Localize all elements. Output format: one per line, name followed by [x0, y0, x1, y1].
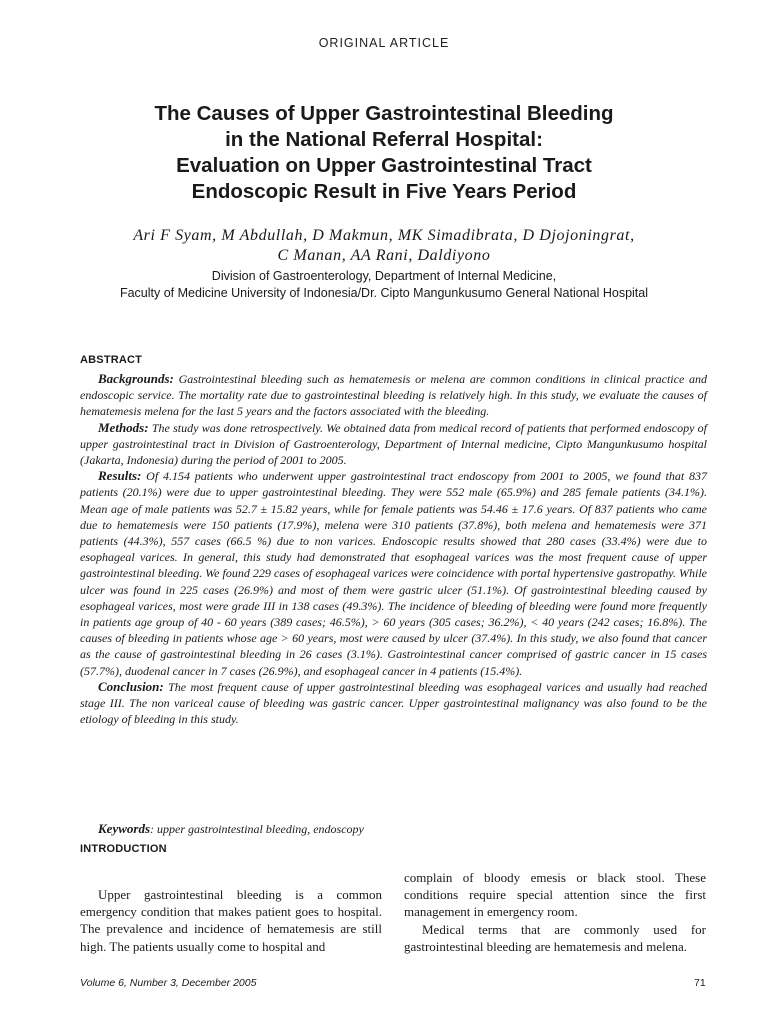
introduction-heading: INTRODUCTION — [80, 843, 167, 855]
backgrounds-label: Backgrounds: — [98, 371, 174, 386]
introduction-paragraph: complain of bloody emesis or black stool. These conditions require special attention since the first management in emergency room. — [404, 870, 706, 920]
abstract-results — [80, 468, 707, 679]
article-title — [60, 101, 708, 205]
introduction-paragraph: Upper gastrointestinal bleeding is a common emergency condition that makes patient goes to hospital. The prevalence and incidence of hematemesis are still high. The patients usually come to hospital and — [80, 887, 382, 954]
backgrounds-text: Gastrointestinal bleeding such as hematemesis or melena are common conditions in clinical practice and endoscopic service. The mortality rate due to gastrointestinal bleeding is relatively high. In this study, we evaluate the causes of hematemesis melena for the last 5 years and the factors associated with the bleeding. — [80, 372, 707, 419]
keywords-label: Keywords — [98, 821, 150, 836]
author-line: C Manan, AA Rani, Daldiyono — [277, 247, 491, 264]
introduction-paragraph: Medical terms that are commonly used for gastrointestinal bleeding are hematemesis and melena. — [404, 921, 706, 954]
conclusion-label: Conclusion: — [98, 678, 164, 694]
abstract-body — [80, 371, 707, 727]
affiliation — [20, 268, 748, 302]
page-number: 71 — [694, 977, 706, 989]
introduction-right-column — [404, 869, 706, 955]
title-line: in the National Referral Hospital: — [225, 128, 543, 151]
results-text: Of 4.154 patients who underwent upper gastrointestinal tract endoscopy from 2001 to 2005, we found that 837 patients (20.1%) were due to upper gastrointestinal bleeding. They were 552 male (65.9%) and 285 female patients (34.1%). Mean age of male patients was 52.7 ± 15.82 years, while for female patients was 54.46 ± 17.6 years. Of 837 patients who came due to hematemesis were 150 patients (17.9%), melena were 310 patients (37.8%), both melena and hematemesis were 371 patients (44.3%), 557 cases (66.5 %) due to non varices. Endoscopic results showed that 280 cases (33.4%) were due to esophageal varices. In general, this study had demonstrated that esophageal varices was the most frequent cause of upper gastrointestinal bleeding. We found 229 cases of esophageal varices were coincidence with portal hypertensive gastropathy. While ulcer was found in 225 cases (26.9%) and most of them were gastric ulcer (51.1%). Of gastrointestinal bleeding caused by esophageal varices, most were grade III in 138 cases (49.3%). The incidence of bleeding of bleeding were found more frequently in patients age group of 40 - 60 years (389 cases; 46.5%), > 60 years (305 cases; 36.2%), < 40 years (242 cases; 16.8%). The causes of bleeding in patients whose age > 60 years, most were caused by ulcer (37.4%). In this study, we also found that cancer as the cause of gastrointestinal bleeding in 26 cases (3.1%). Gastrointestinal cancer comprised of gastric cancer in 15 cases (57.7%), duodenal cancer in 7 cases (26.9%), and esophageal cancer in 4 patients (15.4%). — [80, 469, 708, 678]
results-label: Results: — [98, 468, 142, 484]
affiliation-line: Faculty of Medicine University of Indonesia/Dr. Cipto Mangunkusumo General National Hospital — [119, 286, 649, 300]
abstract-heading: ABSTRACT — [80, 354, 143, 366]
author-line: Ari F Syam, M Abdullah, D Makmun, MK Simadibrata, D Djojoningrat, — [133, 227, 635, 244]
introduction-left-column — [80, 886, 382, 955]
abstract-methods — [80, 420, 707, 469]
author-list — [40, 226, 728, 266]
abstract-conclusion — [80, 679, 707, 728]
abstract-backgrounds — [80, 371, 707, 420]
methods-text: The study was done retrospectively. We obtained data from medical record of patients that performed endoscopy of upper gastrointestinal tract in Division of Gastroenterology, Department of Internal medicine, Cipto Mangunkusumo hospital (Jakarta, Indonesia) during the period of 2001 to 2005. — [80, 420, 707, 468]
title-line: The Causes of Upper Gastrointestinal Bleeding — [154, 102, 614, 125]
keywords-text: : upper gastrointestinal bleeding, endoscopy — [150, 822, 364, 836]
title-line: Endoscopic Result in Five Years Period — [191, 180, 577, 203]
keywords — [98, 821, 364, 837]
journal-footer: Volume 6, Number 3, December 2005 — [80, 977, 257, 989]
affiliation-line: Division of Gastroenterology, Department of Internal Medicine, — [211, 269, 557, 283]
article-type-label: ORIGINAL ARTICLE — [318, 36, 450, 50]
title-line: Evaluation on Upper Gastrointestinal Tract — [176, 154, 592, 177]
conclusion-text: The most frequent cause of upper gastrointestinal bleeding was esophageal varices and usually had reached stage III. The non variceal cause of bleeding was gastric cancer. Upper gastrointestinal malignancy was also found to be the etiology of bleeding in this study. — [80, 679, 707, 727]
methods-label: Methods: — [98, 419, 149, 435]
